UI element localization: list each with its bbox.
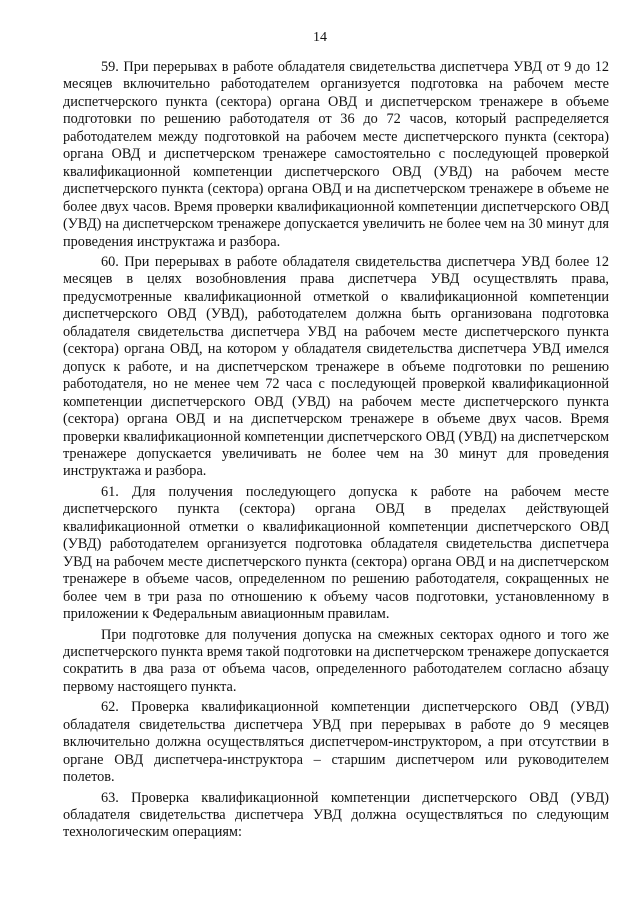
document-body: [63, 59, 609, 842]
paragraph-63: 63. Проверка квалификационной компетенции диспетчерского ОВД (УВД) обладателя свидетельства диспетчера УВД должна осуществляться по следующим технологическим операциям:: [63, 789, 609, 841]
paragraph-59: 59. При перерывах в работе обладателя свидетельства диспетчера УВД от 9 до 12 месяцев включительно работодателем организуется подготовка на рабочем месте диспетчерского пункта (сектора) органа ОВД и диспетчерском тренажере в объеме подготовки по решению работодателя от 36 до 72 часов, который распределяется работодателем между подготовкой на рабочем месте диспетчерского пункта (сектора) органа ОВД и диспетчерском тренажере самостоятельно с последующей проверкой квалификационной компетенции диспетчерского ОВД (УВД) на рабочем месте диспетчерского пункта (сектора) органа ОВД и на диспетчерском тренажере в объеме не более двух часов. Время проверки квалификационной компетенции диспетчерского ОВД (УВД) на диспетчерском тренажере допускается увеличить не более чем на 30 минут для проведения инструктажа и разбора.: [63, 59, 609, 250]
page-number: 14: [313, 30, 327, 45]
paragraph-60: 60. При перерывах в работе обладателя свидетельства диспетчера УВД более 12 месяцев в целях возобновления права диспетчера УВД осуществлять права, предусмотренные квалификационной отметкой о квалификационной компетенции диспетчерского ОВД (УВД), работодателем должна быть организована подготовка обладателя свидетельства диспетчера УВД на рабочем месте диспетчерского пункта (сектора) органа ОВД, на котором у обладателя свидетельства диспетчера УВД имелся допуск к работе, и на диспетчерском тренажере в объеме подготовки по решению работодателя, но не менее чем 72 часа с последующей проверкой квалификационной компетенции диспетчерского ОВД (УВД) на рабочем месте диспетчерского пункта (сектора) органа ОВД и на диспетчерском тренажере в объеме двух часов. Время проверки квалификационной компетенции диспетчерского ОВД (УВД) на диспетчерском тренажере допускается увеличивать не более чем на 30 минут для проведения инструктажа и разбора.: [63, 253, 609, 480]
paragraph-61-second-part: При подготовке для получения допуска на смежных секторах одного и того же диспетчерского пункта время такой подготовки на диспетчерском тренажере допускается сократить в два раза от объема часов, определенного работодателем согласно абзацу первому настоящего пункта.: [63, 626, 609, 695]
paragraph-61: 61. Для получения последующего допуска к работе на рабочем месте диспетчерского пункта (сектора) органа ОВД в пределах действующей квалификационной отметки о квалификационной компетенции диспетчерского ОВД (УВД) работодателем организуется подготовка обладателя свидетельства диспетчера УВД на рабочем месте диспетчерского пункта (сектора) органа ОВД и на диспетчерском тренажере в объеме часов, определенном по решению работодателя, сокращенных не более чем в три раза по отношению к объему часов подготовки, установленному в приложении к Федеральным авиационным правилам.: [63, 483, 609, 623]
paragraph-62: 62. Проверка квалификационной компетенции диспетчерского ОВД (УВД) обладателя свидетельства диспетчера УВД при перерывах в работе до 9 месяцев включительно должна осуществляться диспетчером-инструктором, а при отсутствии в органе ОВД диспетчера-инструктора – старшим диспетчером или руководителем полетов.: [63, 699, 609, 786]
